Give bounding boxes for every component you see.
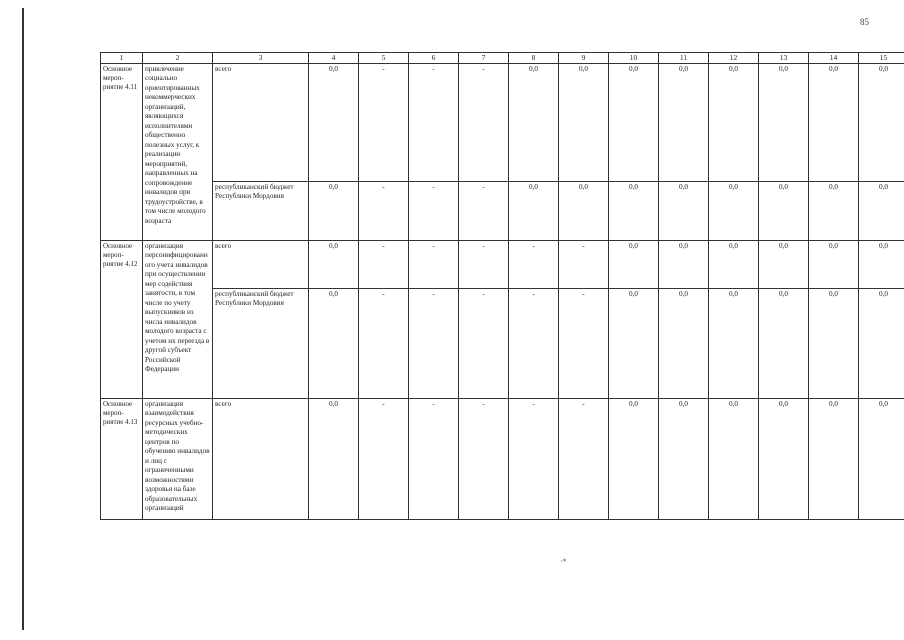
funding-source: республиканский бюджет Республики Мордовия bbox=[213, 181, 309, 240]
value-cell: 0,0 bbox=[759, 63, 809, 181]
value-cell: 0,0 bbox=[659, 181, 709, 240]
value-cell: 0,0 bbox=[859, 398, 904, 519]
value-cell: 0,0 bbox=[309, 181, 359, 240]
value-cell: - bbox=[409, 240, 459, 288]
value-cell: 0,0 bbox=[759, 181, 809, 240]
value-cell: 0,0 bbox=[659, 398, 709, 519]
header-cell: 3 bbox=[213, 53, 309, 64]
activity-description: организация персонифицированного учета инвалидов при осуществлении мер содействия занятости, в том числе по учету выпускников из числа инвалидов молодого возраста с учетом их переезда в другой субъект Российской Федерации bbox=[143, 240, 213, 398]
value-cell: 0,0 bbox=[709, 63, 759, 181]
table-row bbox=[101, 63, 904, 181]
value-cell: - bbox=[409, 288, 459, 398]
value-cell: 0,0 bbox=[859, 240, 904, 288]
value-cell: 0,0 bbox=[709, 398, 759, 519]
header-cell: 2 bbox=[143, 53, 213, 64]
value-cell: 0,0 bbox=[509, 181, 559, 240]
header-row bbox=[101, 53, 904, 64]
value-cell: - bbox=[459, 63, 509, 181]
page-number: 85 bbox=[860, 17, 869, 27]
header-cell: 1 bbox=[101, 53, 143, 64]
value-cell: 0,0 bbox=[709, 288, 759, 398]
value-cell: 0,0 bbox=[609, 288, 659, 398]
header-cell: 13 bbox=[759, 53, 809, 64]
value-cell: 0,0 bbox=[709, 181, 759, 240]
funding-source: всего bbox=[213, 240, 309, 288]
header-cell: 11 bbox=[659, 53, 709, 64]
value-cell: 0,0 bbox=[809, 398, 859, 519]
funding-source: республиканский бюджет Республики Мордовия bbox=[213, 288, 309, 398]
value-cell: - bbox=[509, 288, 559, 398]
value-cell: - bbox=[359, 63, 409, 181]
value-cell: 0,0 bbox=[309, 63, 359, 181]
value-cell: 0,0 bbox=[859, 181, 904, 240]
value-cell: 0,0 bbox=[309, 240, 359, 288]
value-cell: 0,0 bbox=[759, 398, 809, 519]
header-cell: 7 bbox=[459, 53, 509, 64]
value-cell: - bbox=[409, 181, 459, 240]
value-cell: 0,0 bbox=[609, 240, 659, 288]
value-cell: 0,0 bbox=[709, 240, 759, 288]
scan-speck: ·* bbox=[560, 557, 567, 566]
value-cell: - bbox=[409, 398, 459, 519]
value-cell: 0,0 bbox=[859, 288, 904, 398]
table-row bbox=[101, 288, 904, 398]
activity-id: Основное мероп-риятие 4.12 bbox=[101, 240, 143, 398]
value-cell: 0,0 bbox=[809, 63, 859, 181]
header-cell: 14 bbox=[809, 53, 859, 64]
value-cell: - bbox=[359, 181, 409, 240]
activity-description: организация взаимодействия ресурсных учебно-методических центров по обучению инвалидов и лиц с ограниченными возможностями здоровья на базе образовательных организаций bbox=[143, 398, 213, 519]
activity-id: Основное мероп-риятие 4.11 bbox=[101, 63, 143, 240]
value-cell: - bbox=[359, 288, 409, 398]
header-cell: 8 bbox=[509, 53, 559, 64]
value-cell: 0,0 bbox=[759, 288, 809, 398]
funding-source: всего bbox=[213, 398, 309, 519]
value-cell: 0,0 bbox=[609, 181, 659, 240]
value-cell: 0,0 bbox=[809, 288, 859, 398]
value-cell: - bbox=[409, 63, 459, 181]
value-cell: - bbox=[359, 398, 409, 519]
value-cell: - bbox=[559, 240, 609, 288]
header-cell: 5 bbox=[359, 53, 409, 64]
value-cell: - bbox=[459, 240, 509, 288]
table-row bbox=[101, 240, 904, 288]
value-cell: 0,0 bbox=[509, 63, 559, 181]
value-cell: - bbox=[459, 398, 509, 519]
table-row bbox=[101, 398, 904, 519]
funding-source: всего bbox=[213, 63, 309, 181]
activity-description: привлечение социально ориентированных некоммерческих организаций, являющихся исполнителями общественно полезных услуг, к реализации мероприятий, направленных на сопровождение инвалидов при трудоустройстве, в том числе молодого возраста bbox=[143, 63, 213, 240]
value-cell: - bbox=[459, 288, 509, 398]
value-cell: - bbox=[559, 288, 609, 398]
value-cell: - bbox=[359, 240, 409, 288]
header-cell: 9 bbox=[559, 53, 609, 64]
value-cell: 0,0 bbox=[659, 288, 709, 398]
value-cell: - bbox=[509, 398, 559, 519]
header-cell: 6 bbox=[409, 53, 459, 64]
value-cell: 0,0 bbox=[559, 63, 609, 181]
value-cell: 0,0 bbox=[659, 240, 709, 288]
header-cell: 4 bbox=[309, 53, 359, 64]
value-cell: 0,0 bbox=[609, 63, 659, 181]
value-cell: 0,0 bbox=[809, 240, 859, 288]
activity-id: Основное мероп-риятие 4.13 bbox=[101, 398, 143, 519]
value-cell: 0,0 bbox=[609, 398, 659, 519]
value-cell: 0,0 bbox=[859, 63, 904, 181]
budget-table bbox=[100, 52, 904, 520]
value-cell: 0,0 bbox=[559, 181, 609, 240]
table-row bbox=[101, 181, 904, 240]
value-cell: - bbox=[459, 181, 509, 240]
value-cell: 0,0 bbox=[759, 240, 809, 288]
scan-edge-line bbox=[22, 8, 24, 630]
value-cell: - bbox=[509, 240, 559, 288]
value-cell: 0,0 bbox=[659, 63, 709, 181]
value-cell: 0,0 bbox=[309, 288, 359, 398]
header-cell: 10 bbox=[609, 53, 659, 64]
header-cell: 12 bbox=[709, 53, 759, 64]
header-cell: 15 bbox=[859, 53, 904, 64]
value-cell: 0,0 bbox=[309, 398, 359, 519]
value-cell: 0,0 bbox=[809, 181, 859, 240]
value-cell: - bbox=[559, 398, 609, 519]
